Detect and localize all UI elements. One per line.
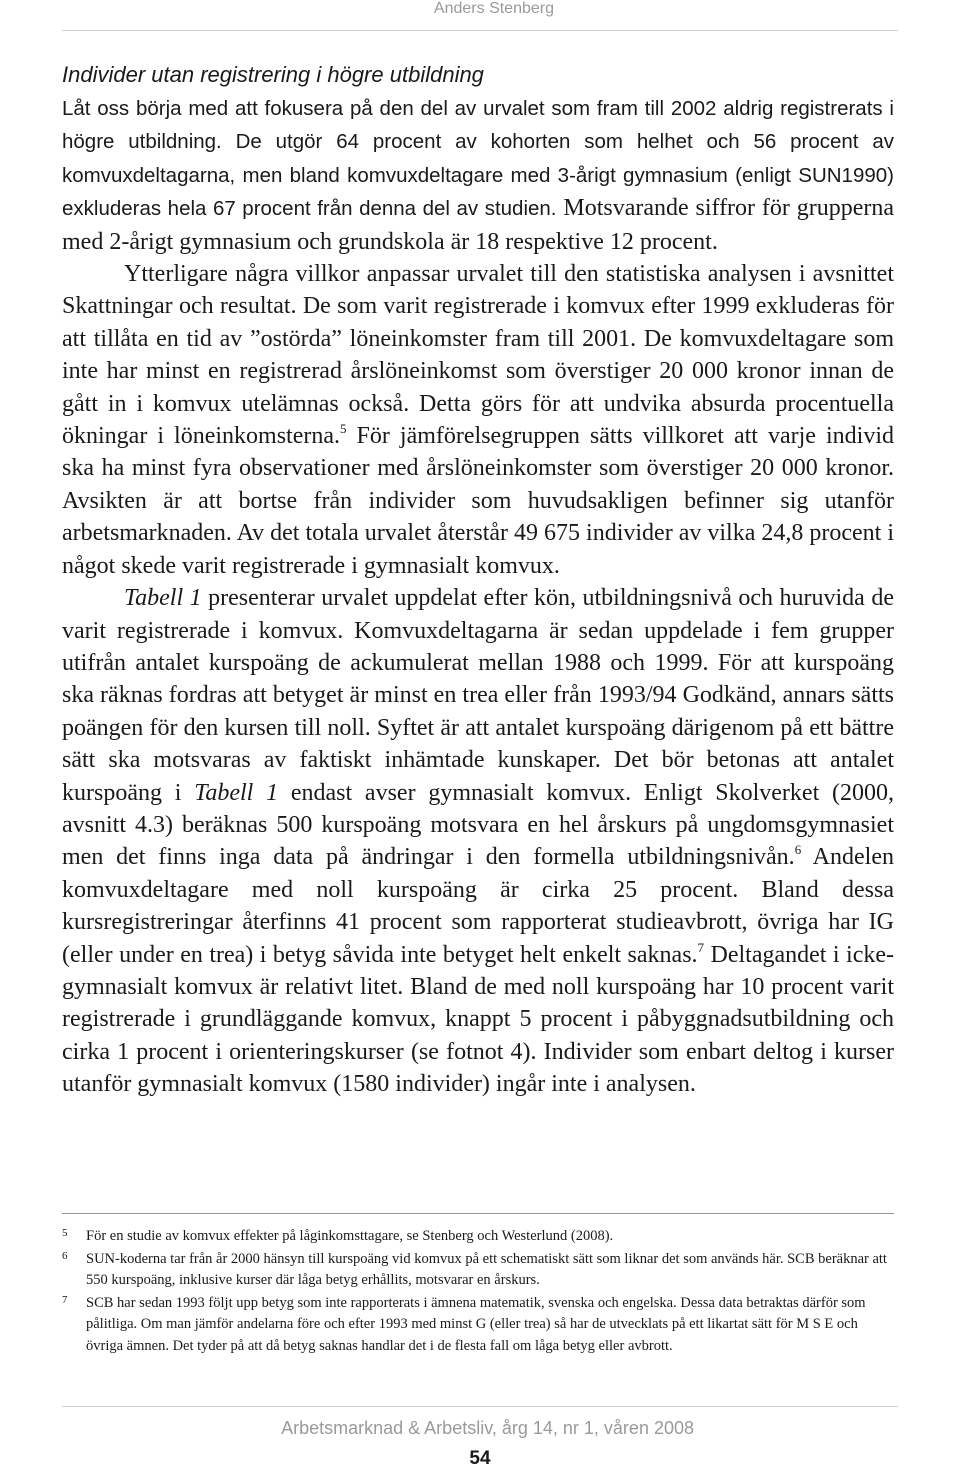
- footer-rule: [62, 1406, 898, 1407]
- paragraph-1-sans-text: Låt oss börja med att fokusera på den del av urvalet som fram till 2002 aldrig registrerats i högre utbildning. De utgör 64 procent av kohorten som helhet och 56 procent av komvuxdeltagarna, men bland komvuxdeltagare med 3-årigt gymnasium (enligt SUN1990) exkluderas hela 67 procent från denna del av studien.: [62, 97, 894, 221]
- paragraph-3-text-c: Andelen komvuxdeltagare med noll kurspoäng är cirka 25 procent. Bland dessa kursregistreringar återfinns 41 procent som rapporterat studieavbrott, övriga har IG (eller under en trea) i betyg såvida inte betyget helt enkelt saknas.: [62, 844, 894, 968]
- footnote-number: 7: [62, 1293, 68, 1306]
- header-rule: [62, 30, 898, 31]
- paragraph-1: [62, 92, 894, 258]
- footnote-rule: [62, 1213, 894, 1214]
- footnote-7: [62, 1293, 894, 1358]
- footnote-ref-7[interactable]: 7: [697, 939, 705, 955]
- footnote-number: 6: [62, 1249, 68, 1262]
- running-header-author: Anders Stenberg: [433, 0, 554, 17]
- section-title: Individer utan registrering i högre utbildning: [62, 62, 484, 87]
- footnote-number: 5: [62, 1227, 68, 1239]
- page-number: 54: [469, 1448, 491, 1469]
- footnote-6: [62, 1249, 894, 1292]
- footnote-5: [62, 1226, 894, 1248]
- footnote-text: SCB har sedan 1993 följt upp betyg som inte rapporterats i ämnena matematik, svenska och engelska. Dessa data betraktas därför som pålitliga. Om man jämför andelarna före och efter 1993 med minst G (eller trea) så har de utvecklats på ett likartat sätt för M S E och övriga ämnen. Det tyder på att då betyg saknas handlar det i de flesta fall om låga betyg eller avbrott.: [86, 1294, 866, 1354]
- footnote-ref-6[interactable]: 6: [794, 842, 802, 858]
- paragraph-3-text-a: presenterar urvalet uppdelat efter kön, utbildningsnivå och huruvida de varit registrerade i komvux. Komvuxdeltagarna är sedan uppdelade i fem grupper utifrån antalet kurspoäng de ackumulerat mellan 1988 och 1999. För att kurspoäng ska räknas fordras att betyget är minst en trea eller från 1993/94 Godkänd, annars sätts poängen för den kursen till noll. Syftet är att antalet kurspoäng därigenom på ett bättre sätt ska motsvaras av faktiskt inhämtade kunskaper. Det bör betonas att antalet kurspoäng i: [62, 585, 894, 806]
- footnote-text: SUN-koderna tar från år 2000 hänsyn till kurspoäng vid komvux på ett schematiskt sätt som liknar det som används här. SCB beräknar att 550 kurspoäng, inklusive kurser där låga betyg erhållits, motsvarar en årskurs.: [86, 1250, 887, 1288]
- paragraph-2-text-b: För jämförelsegruppen sätts villkoret att varje individ ska ha minst fyra observationer med årslöneinkomster som överstiger 20 000 kronor. Avsikten är att bortse från individer som huvudsakligen befinner sig utanför arbetsmarknaden. Av det totala urvalet återstår 49 675 individer av vilka 24,8 procent i något skede varit registrerade i gymnasialt komvux.: [62, 423, 894, 579]
- footnote-ref-5[interactable]: 5: [340, 421, 347, 437]
- paragraph-1-serif-text: Motsvarande siffror för grupperna med 2-årigt gymnasium och grundskola är 18 respektive 12 procent.: [62, 195, 894, 255]
- main-text: [62, 58, 894, 1101]
- paragraph-2-text-a: Ytterligare några villkor anpassar urvalet till den statistiska analysen i avsnittet Skattningar och resultat. De som varit registrerade i komvux efter 1999 exkluderas för att tillåta en tid av ”ostörda” löneinkomster fram till 2001. De komvuxdeltagare som inte har minst en registrerad årslöneinkomst som överstiger 20 000 kronor innan de gått in i komvux utelämnas också. Detta görs för att undvika absurda procentuella ökningar i löneinkomsterna.: [62, 261, 894, 450]
- paragraph-2: [62, 258, 894, 582]
- paragraph-3-text-d: Deltagandet i icke-gymnasialt komvux är relativt litet. Bland de med noll kurspoäng har 10 procent varit registrerade i grundläggande komvux, knappt 5 procent i påbyggnadsutbildning och cirka 1 procent i orienteringskurser (se fotnot 4). Individer som enbart deltog i kurser utanför gymnasialt komvux (1580 individer) ingår inte i analysen.: [62, 941, 895, 1098]
- footnotes: [62, 1226, 894, 1358]
- footnote-text: För en studie av komvux effekter på låginkomsttagare, se Stenberg och Westerlund (2008).: [86, 1228, 614, 1244]
- table-1-reference: Tabell 1: [124, 585, 202, 612]
- table-1-reference-2: Tabell 1: [194, 779, 279, 806]
- paragraph-3-text-b: endast avser gymnasialt komvux. Enligt Skolverket (2000, avsnitt 4.3) beräknas 500 kurspoäng motsvara en hel årskurs på ungdomsgymnasiet men det finns inga data på ändringar i den formella utbildningsnivån.: [62, 779, 895, 871]
- journal-footer: Arbetsmarknad & Arbetsliv, årg 14, nr 1, våren 2008: [281, 1418, 694, 1438]
- paragraph-3: [62, 582, 894, 1101]
